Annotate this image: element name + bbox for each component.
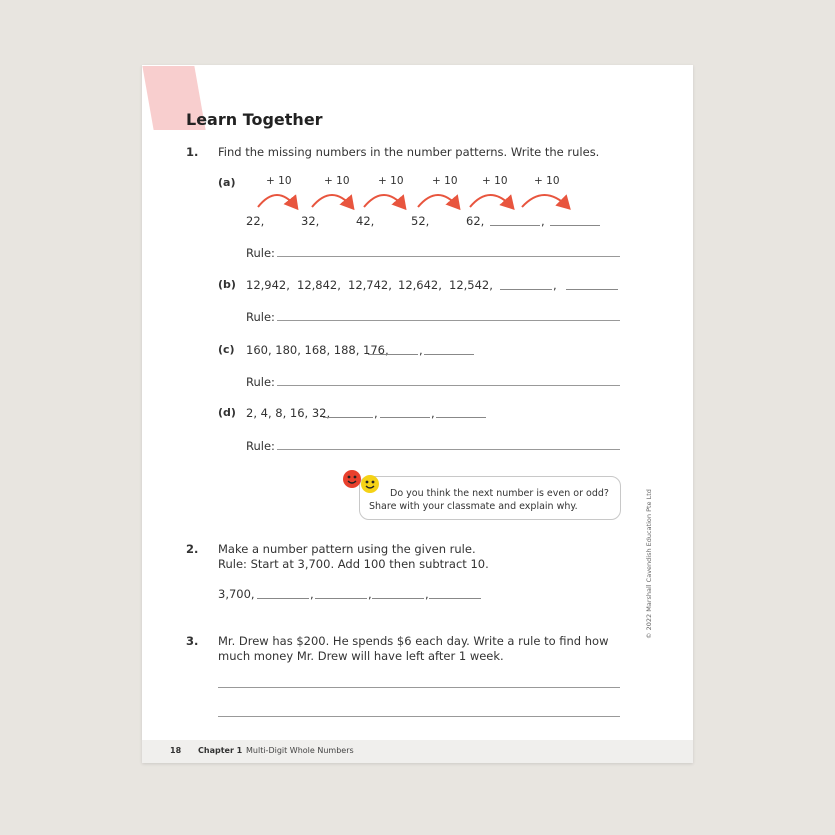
q1b-rule-label: Rule: bbox=[246, 310, 275, 324]
q1a-answer-blank-1[interactable] bbox=[490, 225, 540, 226]
arc-arrow-2 bbox=[312, 195, 352, 207]
q1a-term-5: 62, bbox=[466, 214, 485, 228]
q1a-jump-1: + 10 bbox=[266, 175, 292, 187]
q3-line-1: Mr. Drew has $200. He spends $6 each day. Write a rule to find how bbox=[218, 634, 609, 648]
q3-answer-line-2[interactable] bbox=[218, 716, 620, 717]
q3-line-2: much money Mr. Drew will have left after 1 week. bbox=[218, 649, 504, 663]
q1c-answer-blank-2[interactable] bbox=[424, 354, 474, 355]
q1b-comma: , bbox=[553, 278, 557, 292]
q1b-term-3: 12,742, bbox=[348, 278, 392, 292]
q1b-rule-line[interactable] bbox=[277, 320, 620, 321]
q1a-jump-arrows bbox=[250, 185, 590, 215]
q1d-rule-line[interactable] bbox=[277, 449, 620, 450]
arc-arrow-6 bbox=[522, 195, 568, 207]
q1d-comma-1: , bbox=[374, 406, 378, 420]
q1-instruction: Find the missing numbers in the number patterns. Write the rules. bbox=[218, 145, 600, 159]
q1c-comma: , bbox=[419, 343, 423, 357]
q1b-term-4: 12,642, bbox=[398, 278, 442, 292]
q1a-jump-6: + 10 bbox=[534, 175, 560, 187]
q1c-answer-blank-1[interactable] bbox=[368, 354, 418, 355]
q1a-term-2: 32, bbox=[301, 214, 320, 228]
q2-answer-blank-4[interactable] bbox=[429, 598, 481, 599]
q1a-jump-4: + 10 bbox=[432, 175, 458, 187]
q2-number: 2. bbox=[186, 542, 199, 556]
q1d-answer-blank-2[interactable] bbox=[380, 417, 430, 418]
q1a-term-3: 42, bbox=[356, 214, 375, 228]
q1c-terms: 160, 180, 168, 188, 176, bbox=[246, 343, 389, 357]
q1a-answer-blank-2[interactable] bbox=[550, 225, 600, 226]
copyright-notice: © 2022 Marshall Cavendish Education Pte Ltd bbox=[645, 489, 653, 639]
q1a-comma: , bbox=[541, 214, 545, 228]
bubble-line-2: Share with your classmate and explain why. bbox=[369, 501, 578, 512]
q2-start: 3,700, bbox=[218, 587, 255, 601]
bubble-line-1: Do you think the next number is even or odd? bbox=[390, 488, 609, 499]
q1a-term-4: 52, bbox=[411, 214, 430, 228]
q2-comma-1: , bbox=[310, 587, 314, 601]
q1c-rule-label: Rule: bbox=[246, 375, 275, 389]
q1b-term-2: 12,842, bbox=[297, 278, 341, 292]
q2-line-2: Rule: Start at 3,700. Add 100 then subtract 10. bbox=[218, 557, 489, 571]
page-number: 18 bbox=[170, 746, 182, 755]
arc-arrow-5 bbox=[470, 195, 512, 207]
q1d-answer-blank-3[interactable] bbox=[436, 417, 486, 418]
q1b-label: (b) bbox=[218, 278, 236, 291]
footer-chapter: Chapter 1 bbox=[198, 746, 243, 755]
q1a-rule-label: Rule: bbox=[246, 246, 275, 260]
q1c-rule-line[interactable] bbox=[277, 385, 620, 386]
q1a-jump-5: + 10 bbox=[482, 175, 508, 187]
q2-answer-blank-2[interactable] bbox=[315, 598, 367, 599]
q1c-label: (c) bbox=[218, 343, 235, 356]
q1d-answer-blank-1[interactable] bbox=[323, 417, 373, 418]
q3-number: 3. bbox=[186, 634, 199, 648]
q1a-jump-2: + 10 bbox=[324, 175, 350, 187]
q2-comma-2: , bbox=[368, 587, 372, 601]
q1b-term-1: 12,942, bbox=[246, 278, 290, 292]
footer-chapter-title: Multi-Digit Whole Numbers bbox=[246, 746, 354, 755]
page-title: Learn Together bbox=[186, 110, 323, 129]
q1-number: 1. bbox=[186, 145, 199, 159]
arc-arrow-1 bbox=[258, 195, 296, 207]
q2-comma-3: , bbox=[425, 587, 429, 601]
q1b-answer-blank-2[interactable] bbox=[566, 289, 618, 290]
q1d-comma-2: , bbox=[431, 406, 435, 420]
q1a-jump-3: + 10 bbox=[378, 175, 404, 187]
q3-answer-line-1[interactable] bbox=[218, 687, 620, 688]
q1d-terms: 2, 4, 8, 16, 32, bbox=[246, 406, 331, 420]
q1a-rule-line[interactable] bbox=[277, 256, 620, 257]
q2-answer-blank-3[interactable] bbox=[372, 598, 424, 599]
q1d-rule-label: Rule: bbox=[246, 439, 275, 453]
q1a-label: (a) bbox=[218, 176, 236, 189]
q2-line-1: Make a number pattern using the given rule. bbox=[218, 542, 476, 556]
q1a-term-1: 22, bbox=[246, 214, 265, 228]
q1b-answer-blank-1[interactable] bbox=[500, 289, 552, 290]
arc-arrow-4 bbox=[418, 195, 458, 207]
q1b-term-5: 12,542, bbox=[449, 278, 493, 292]
q1d-label: (d) bbox=[218, 406, 236, 419]
mascot-faces-icon bbox=[342, 468, 382, 496]
q2-answer-blank-1[interactable] bbox=[257, 598, 309, 599]
arc-arrow-3 bbox=[364, 195, 404, 207]
